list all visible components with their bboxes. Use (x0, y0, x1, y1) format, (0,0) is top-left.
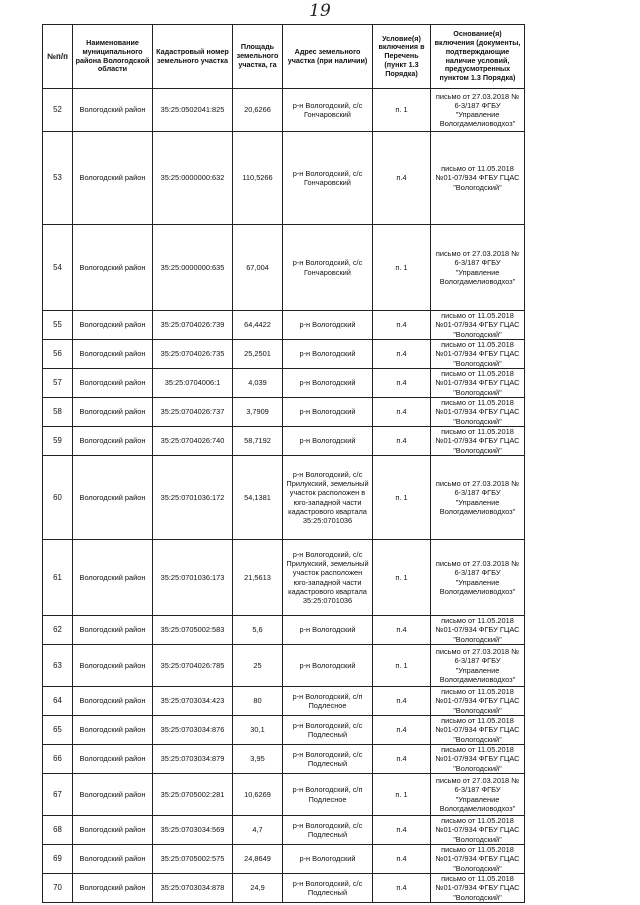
header-cell-cadastral: Кадастровый номер земельного участка (153, 25, 233, 89)
cell-area: 30,1 (233, 716, 283, 745)
cell-area: 67,004 (233, 225, 283, 311)
cell-address: р-н Вологодский (283, 645, 373, 687)
cell-cadastral: 35:25:0704006:1 (153, 369, 233, 398)
cell-cadastral: 35:25:0703034:876 (153, 716, 233, 745)
cell-area: 25,2501 (233, 340, 283, 369)
table-row (43, 225, 525, 311)
header-cell-number: №п/п (43, 25, 73, 89)
cell-cadastral: 35:25:0703034:423 (153, 687, 233, 716)
cell-address: р-н Вологодский (283, 369, 373, 398)
cell-district: Вологодский район (73, 616, 153, 645)
cell-basis: письмо от 11.05.2018 №01-07/934 ФГБУ ГЦАС "Вологодский" (431, 874, 525, 903)
cell-area: 58,7192 (233, 427, 283, 456)
cell-condition: п.4 (373, 745, 431, 774)
cell-basis: письмо от 27.03.2018 № 6-3/187 ФГБУ "Управление Вологдамелиоводхоз" (431, 774, 525, 816)
cell-condition: п.4 (373, 687, 431, 716)
cell-number: 56 (43, 340, 73, 369)
cell-address: р-н Вологодский, с/с Гончаровский (283, 89, 373, 132)
cell-district: Вологодский район (73, 311, 153, 340)
cell-address: р-н Вологодский, с/п Подлесное (283, 687, 373, 716)
header-cell-address: Адрес земельного участка (при наличии) (283, 25, 373, 89)
cell-area: 5,6 (233, 616, 283, 645)
cell-cadastral: 35:25:0703034:569 (153, 816, 233, 845)
table-row (43, 774, 525, 816)
table-row (43, 616, 525, 645)
cell-district: Вологодский район (73, 89, 153, 132)
cell-condition: п.4 (373, 398, 431, 427)
cell-cadastral: 35:25:0701036:172 (153, 456, 233, 540)
cell-address: р-н Вологодский, с/с Гончаровский (283, 225, 373, 311)
cell-cadastral: 35:25:0704026:739 (153, 311, 233, 340)
cell-area: 21,5613 (233, 540, 283, 616)
cell-number: 68 (43, 816, 73, 845)
cell-address: р-н Вологодский (283, 398, 373, 427)
cell-district: Вологодский район (73, 716, 153, 745)
cell-cadastral: 35:25:0705002:575 (153, 845, 233, 874)
cell-number: 57 (43, 369, 73, 398)
table-row (43, 89, 525, 132)
cell-condition: п.4 (373, 816, 431, 845)
cell-district: Вологодский район (73, 645, 153, 687)
cell-cadastral: 35:25:0703034:879 (153, 745, 233, 774)
table-row (43, 716, 525, 745)
header-cell-area: Площадь земельного участка, га (233, 25, 283, 89)
cell-district: Вологодский район (73, 225, 153, 311)
table-row (43, 845, 525, 874)
cell-cadastral: 35:25:0502041:825 (153, 89, 233, 132)
cell-cadastral: 35:25:0704026:737 (153, 398, 233, 427)
cell-address: р-н Вологодский, с/с Прилукский, земельный участок расположен в юго-западной части кадастрового квартала 35:25:0701036 (283, 456, 373, 540)
cell-condition: п.4 (373, 874, 431, 903)
cell-area: 3,95 (233, 745, 283, 774)
cell-number: 61 (43, 540, 73, 616)
cell-area: 24,8649 (233, 845, 283, 874)
header-cell-basis: Основание(я) включения (документы, подтверждающие наличие условий, предусмотренных пунктом 1.3 Порядка) (431, 25, 525, 89)
table-row (43, 311, 525, 340)
cell-district: Вологодский район (73, 874, 153, 903)
cell-district: Вологодский район (73, 456, 153, 540)
cell-condition: п. 1 (373, 774, 431, 816)
table-row (43, 687, 525, 716)
cell-cadastral: 35:25:0701036:173 (153, 540, 233, 616)
cell-basis: письмо от 27.03.2018 № 6-3/187 ФГБУ "Управление Вологдамелиоводхоз" (431, 540, 525, 616)
table-header-row (43, 25, 525, 89)
cell-address: р-н Вологодский (283, 311, 373, 340)
cell-district: Вологодский район (73, 340, 153, 369)
cell-cadastral: 35:25:0705002:281 (153, 774, 233, 816)
cell-cadastral: 35:25:0704026:785 (153, 645, 233, 687)
page-number: 19 (309, 1, 331, 21)
cell-cadastral: 35:25:0704026:735 (153, 340, 233, 369)
cell-cadastral: 35:25:0704026:740 (153, 427, 233, 456)
land-plots-table (42, 24, 525, 903)
cell-address: р-н Вологодский (283, 340, 373, 369)
cell-number: 52 (43, 89, 73, 132)
table-row (43, 398, 525, 427)
cell-district: Вологодский район (73, 427, 153, 456)
cell-basis: письмо от 11.05.2018 №01-07/934 ФГБУ ГЦАС "Вологодский" (431, 311, 525, 340)
cell-district: Вологодский район (73, 745, 153, 774)
cell-area: 24,9 (233, 874, 283, 903)
cell-district: Вологодский район (73, 845, 153, 874)
cell-district: Вологодский район (73, 369, 153, 398)
cell-condition: п.4 (373, 616, 431, 645)
cell-basis: письмо от 11.05.2018 №01-07/934 ФГБУ ГЦАС "Вологодский" (431, 616, 525, 645)
cell-number: 65 (43, 716, 73, 745)
cell-area: 20,6266 (233, 89, 283, 132)
cell-basis: письмо от 27.03.2018 № 6-3/187 ФГБУ "Управление Вологдамелиоводхоз" (431, 456, 525, 540)
header-cell-condition: Условие(я) включения в Перечень (пункт 1.3 Порядка) (373, 25, 431, 89)
cell-address: р-н Вологодский (283, 845, 373, 874)
table-row (43, 874, 525, 903)
cell-basis: письмо от 11.05.2018 №01-07/934 ФГБУ ГЦАС "Вологодский" (431, 132, 525, 225)
cell-number: 59 (43, 427, 73, 456)
cell-condition: п.4 (373, 311, 431, 340)
cell-number: 55 (43, 311, 73, 340)
cell-condition: п.4 (373, 845, 431, 874)
table-row (43, 540, 525, 616)
cell-number: 53 (43, 132, 73, 225)
cell-basis: письмо от 27.03.2018 № 6-3/187 ФГБУ "Управление Вологдамелиоводхоз" (431, 225, 525, 311)
cell-cadastral: 35:25:0703034:878 (153, 874, 233, 903)
cell-condition: п. 1 (373, 225, 431, 311)
cell-cadastral: 35:25:0705002:583 (153, 616, 233, 645)
cell-number: 69 (43, 845, 73, 874)
cell-address: р-н Вологодский, с/с Подлесный (283, 874, 373, 903)
cell-condition: п. 1 (373, 456, 431, 540)
cell-condition: п.4 (373, 716, 431, 745)
cell-basis: письмо от 11.05.2018 №01-07/934 ФГБУ ГЦАС "Вологодский" (431, 369, 525, 398)
cell-cadastral: 35:25:0000000:632 (153, 132, 233, 225)
cell-address: р-н Вологодский, с/с Подлесный (283, 745, 373, 774)
table-row (43, 456, 525, 540)
cell-area: 4,039 (233, 369, 283, 398)
cell-number: 70 (43, 874, 73, 903)
cell-condition: п.4 (373, 132, 431, 225)
cell-basis: письмо от 27.03.2018 № 6-3/187 ФГБУ "Управление Вологдамелиоводхоз" (431, 89, 525, 132)
cell-cadastral: 35:25:0000000:635 (153, 225, 233, 311)
cell-address: р-н Вологодский, с/п Подлесное (283, 774, 373, 816)
cell-address: р-н Вологодский, с/с Подлесный (283, 716, 373, 745)
cell-address: р-н Вологодский, с/с Прилукский, земельный участок расположен юго-западной части кадастрового квартала 35:25:0701036 (283, 540, 373, 616)
cell-basis: письмо от 11.05.2018 №01-07/934 ФГБУ ГЦАС "Вологодский" (431, 427, 525, 456)
cell-basis: письмо от 27.03.2018 № 6-3/187 ФГБУ "Управление Вологдамелиоводхоз" (431, 645, 525, 687)
table-row (43, 132, 525, 225)
table-row (43, 427, 525, 456)
cell-number: 54 (43, 225, 73, 311)
cell-basis: письмо от 11.05.2018 №01-07/934 ФГБУ ГЦАС "Вологодский" (431, 745, 525, 774)
cell-district: Вологодский район (73, 398, 153, 427)
table-row (43, 369, 525, 398)
cell-basis: письмо от 11.05.2018 №01-07/934 ФГБУ ГЦАС "Вологодский" (431, 816, 525, 845)
cell-district: Вологодский район (73, 774, 153, 816)
cell-address: р-н Вологодский, с/с Гончаровский (283, 132, 373, 225)
table-row (43, 645, 525, 687)
cell-address: р-н Вологодский, с/с Подлесный (283, 816, 373, 845)
cell-area: 4,7 (233, 816, 283, 845)
cell-area: 80 (233, 687, 283, 716)
cell-condition: п. 1 (373, 540, 431, 616)
cell-district: Вологодский район (73, 132, 153, 225)
cell-area: 54,1381 (233, 456, 283, 540)
cell-area: 110,5266 (233, 132, 283, 225)
cell-district: Вологодский район (73, 687, 153, 716)
cell-area: 25 (233, 645, 283, 687)
cell-condition: п.4 (373, 427, 431, 456)
cell-condition: п.4 (373, 340, 431, 369)
cell-basis: письмо от 11.05.2018 №01-07/934 ФГБУ ГЦАС "Вологодский" (431, 687, 525, 716)
cell-area: 10,6269 (233, 774, 283, 816)
cell-area: 64,4422 (233, 311, 283, 340)
cell-number: 67 (43, 774, 73, 816)
table-row (43, 816, 525, 845)
cell-number: 63 (43, 645, 73, 687)
cell-number: 60 (43, 456, 73, 540)
header-cell-district: Наименование муниципального района Вологодской области (73, 25, 153, 89)
cell-basis: письмо от 11.05.2018 №01-07/934 ФГБУ ГЦАС "Вологодский" (431, 845, 525, 874)
cell-district: Вологодский район (73, 816, 153, 845)
cell-number: 66 (43, 745, 73, 774)
cell-address: р-н Вологодский (283, 427, 373, 456)
cell-condition: п. 1 (373, 645, 431, 687)
table-row (43, 745, 525, 774)
cell-number: 58 (43, 398, 73, 427)
cell-district: Вологодский район (73, 540, 153, 616)
cell-basis: письмо от 11.05.2018 №01-07/934 ФГБУ ГЦАС "Вологодский" (431, 398, 525, 427)
table-row (43, 340, 525, 369)
cell-condition: п. 1 (373, 89, 431, 132)
cell-basis: письмо от 11.05.2018 №01-07/934 ФГБУ ГЦАС "Вологодский" (431, 716, 525, 745)
cell-address: р-н Вологодский (283, 616, 373, 645)
cell-condition: п.4 (373, 369, 431, 398)
cell-basis: письмо от 11.05.2018 №01-07/934 ФГБУ ГЦАС "Вологодский" (431, 340, 525, 369)
cell-area: 3,7909 (233, 398, 283, 427)
cell-number: 64 (43, 687, 73, 716)
cell-number: 62 (43, 616, 73, 645)
